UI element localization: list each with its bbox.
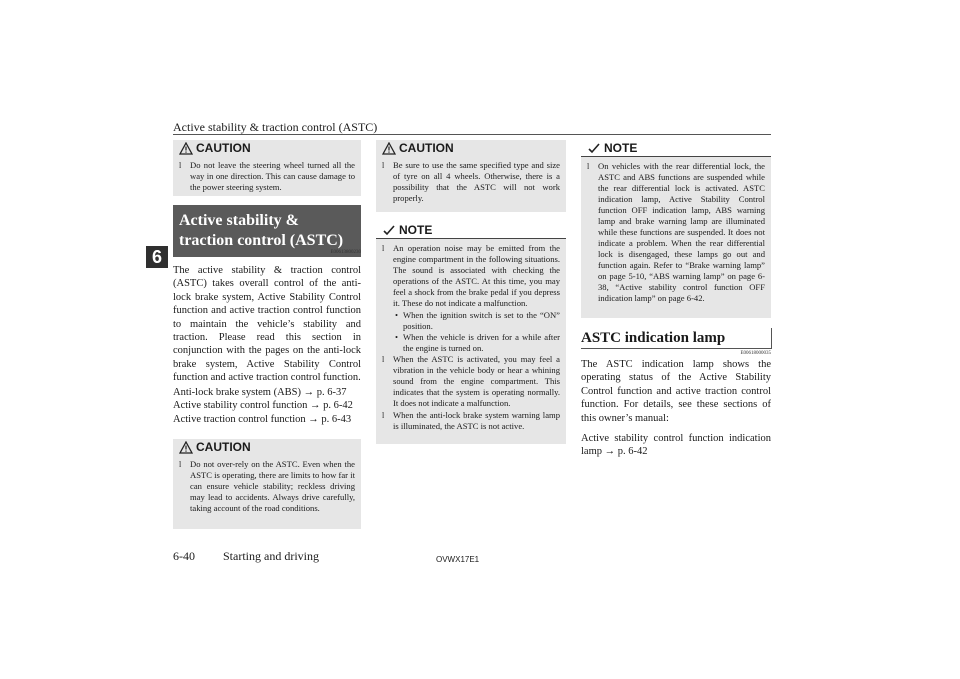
caution-box-steering: [173, 140, 361, 196]
caution-box-tyres: [376, 140, 566, 212]
section-title-astc-lamp: ASTC indication lamp: [581, 328, 772, 349]
caution-body: [173, 455, 361, 520]
caution-header: [173, 439, 361, 455]
running-header: Active stability & traction control (ASTC): [173, 120, 378, 134]
list-item: l An operation noise may be emitted from the engine compartment in the following situations. The sound is associated with checking the operations of the ASTC. At this time, you may feel a shock from the brake pedal if you depress it. These do not indicate a malfunction.: [382, 243, 560, 308]
caution-label: CAUTION: [196, 141, 251, 155]
ref-indication-lamp[interactable]: Active stability control function indication lamp → p. 6-42: [581, 433, 771, 458]
intro-paragraph: [173, 264, 361, 385]
list-item: l Be sure to use the same specified type and size of tyre on all 4 wheels. Otherwise, there is a possibility that the ASTC will not work properly.: [382, 160, 560, 203]
note-label: NOTE: [604, 141, 638, 155]
ref-traction[interactable]: Active traction control function → p. 6-43: [173, 413, 352, 425]
ref-stability[interactable]: Active stability control function → p. 6-42: [173, 400, 353, 412]
caution-label: CAUTION: [399, 141, 454, 155]
caution-header: [376, 140, 566, 156]
list-item: l When the ASTC is activated, you may feel a vibration in the vehicle body or hear a whining sound from the engine compartment. This indicates that the system is operating normally. It does not indicate a malfunction.: [382, 354, 560, 408]
caution-body: [376, 156, 566, 210]
bullet-dot-icon: •: [395, 332, 399, 342]
doc-code: OVWX17E1: [436, 555, 480, 564]
sub-list-item: • When the vehicle is driven for a while after the engine is turned on.: [395, 332, 560, 353]
header-rule: [173, 134, 771, 135]
bullet-l-icon: l: [382, 355, 385, 364]
note-header: [581, 140, 771, 157]
intro-text: The active stability & traction control (ASTC) takes overall control of the anti-lock brake system, Active Stability Control function and active traction control function to maintain the vehicle’s stability and traction. Please read this section in conjunction with the pages on the anti-lock brake system, Active Stability Control function and active traction control function.: [173, 265, 361, 384]
bullet-l-icon: l: [382, 244, 385, 253]
lamp-paragraph: [581, 358, 771, 425]
warning-triangle-icon: [179, 441, 193, 454]
list-item: l When the anti-lock brake system warning lamp is illuminated, the ASTC is not active.: [382, 410, 560, 431]
bullet-l-icon: l: [179, 161, 182, 170]
list-item: l Do not leave the steering wheel turned all the way in one direction. This can cause damage to the power steering system.: [179, 160, 355, 192]
ref-abs[interactable]: Anti-lock brake system (ABS) → p. 6-37: [173, 387, 347, 398]
note-header: [376, 222, 566, 239]
reference-list: [173, 386, 373, 426]
note-label: NOTE: [399, 223, 433, 237]
warning-triangle-icon: [179, 142, 193, 155]
note-body: [581, 157, 771, 310]
note-box-differential-lock: [581, 140, 771, 318]
caution-label: CAUTION: [196, 440, 251, 454]
chapter-tab: 6: [146, 246, 168, 268]
note-box-astc-operation: [376, 222, 566, 444]
note-body: [376, 239, 566, 438]
list-item: l Do not over-rely on the ASTC. Even when the ASTC is operating, there are limits to how far it can ensure vehicle stability; reckless driving may lead to accidents. Always drive carefully, taking account of the road conditions.: [179, 459, 355, 513]
note-check-icon: [382, 224, 396, 237]
sub-list-item: • When the ignition switch is set to the “ON” position.: [395, 310, 560, 331]
list-item: l On vehicles with the rear differential lock, the ASTC and ABS functions are suspended while the rear differential lock is activated. ASTC indication lamp, Active Stability Control function OFF indication lamp, ABS warning lamp and brake warning lamp are illuminated while these functions are suspended. It does not indicate a problem. When the rear differential lock is disengaged, these lamps go out and function again. Refer to “Brake warning lamp” on page 5-10, “ABS warning lamp” on page 6-38, “Active stability control function OFF indication lamp” on page 6-42.: [587, 161, 765, 303]
warning-triangle-icon: [382, 142, 396, 155]
caution-header: [173, 140, 361, 156]
caution-body: [173, 156, 361, 199]
page-number: 6-40: [173, 549, 195, 563]
note-check-icon: [587, 142, 601, 155]
section-code: E00618000035: [740, 351, 771, 356]
caution-box-overreliance: [173, 439, 361, 529]
bullet-dot-icon: •: [395, 310, 399, 320]
bullet-l-icon: l: [382, 161, 385, 170]
section-code: E00613800230: [330, 250, 361, 255]
lamp-text: The ASTC indication lamp shows the operating status of the Active Stability Control function and active traction control function. For details, see these sections of this owner’s manual:: [581, 359, 771, 424]
bullet-l-icon: l: [179, 460, 182, 469]
lamp-reference: [581, 432, 771, 459]
chapter-name: Starting and driving: [223, 549, 319, 563]
bullet-l-icon: l: [382, 411, 385, 420]
section-title-astc: Active stability & traction control (ASTC): [173, 205, 361, 257]
bullet-l-icon: l: [587, 162, 590, 171]
